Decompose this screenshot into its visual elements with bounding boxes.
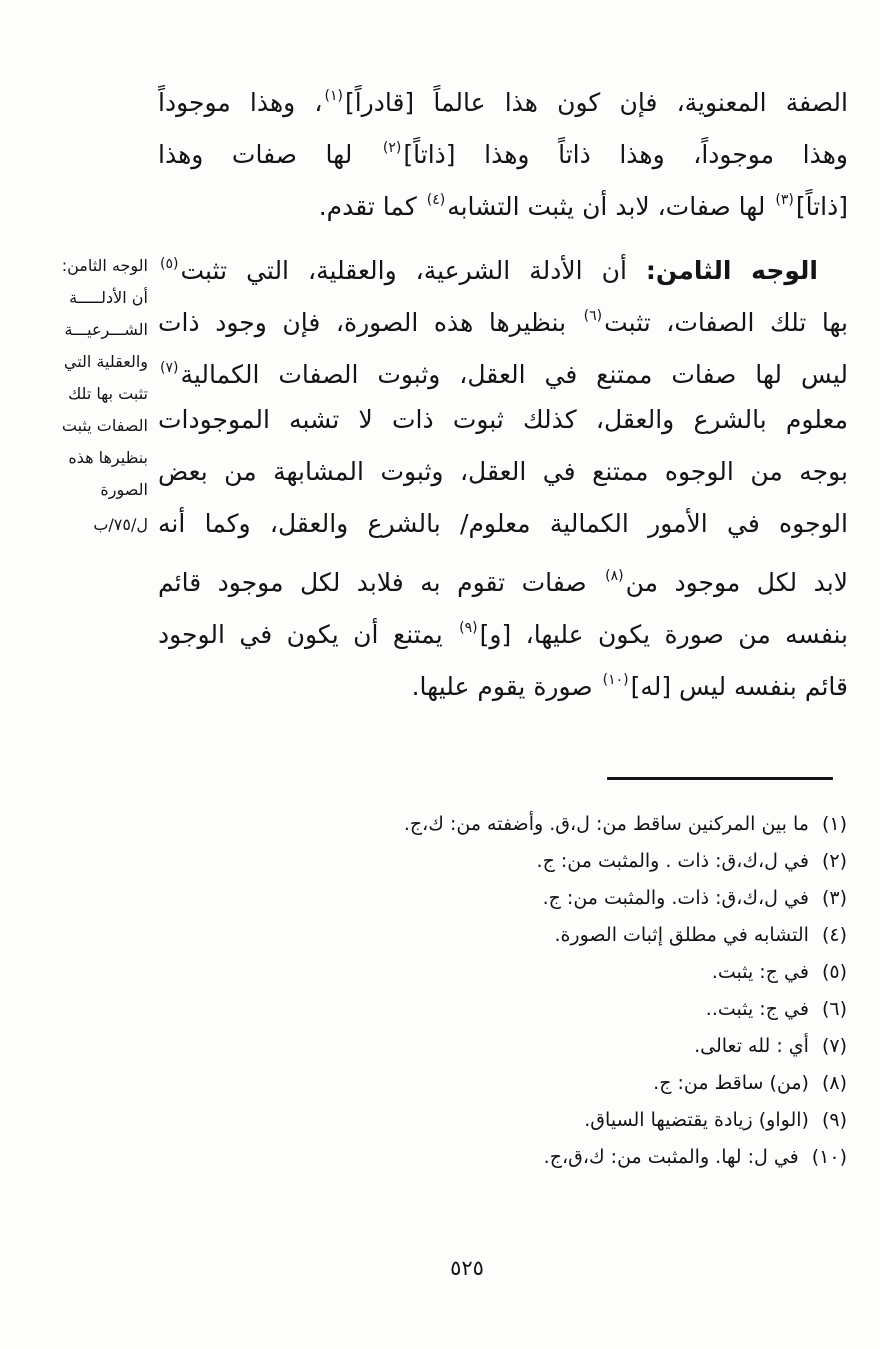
footnote-number: (٥) bbox=[821, 961, 847, 983]
text-line bbox=[158, 122, 848, 174]
margin-note-line: الصفات يثبت bbox=[61, 416, 148, 435]
footnote-number: (٦) bbox=[821, 998, 847, 1020]
footnote-separator bbox=[607, 777, 833, 780]
footnote-marker: (٧) bbox=[160, 360, 179, 376]
footnote-text: (من) ساقط من: ج. bbox=[653, 1072, 809, 1094]
main-text-lines bbox=[158, 70, 848, 706]
margin-note-line: الشـــرعيـــة bbox=[64, 320, 148, 339]
text-segment: بنظيرها هذه الصورة، فإن وجود ذات bbox=[158, 308, 582, 337]
footnote-number: (١٠) bbox=[811, 1146, 847, 1168]
footnote-text: في ج: يثبت. bbox=[711, 961, 809, 983]
footnote-number: (٩) bbox=[821, 1109, 847, 1131]
margin-note-line: تثبت بها تلك bbox=[68, 384, 148, 403]
text-segment: أن الأدلة الشرعية، والعقلية، التي تثبت bbox=[180, 256, 646, 285]
footnote-text: في ل،ك،ق: ذات . والمثبت من: ج. bbox=[536, 850, 809, 872]
margin-note-line: أن الأدلـــــة bbox=[69, 288, 148, 307]
footnote bbox=[247, 843, 847, 880]
text-line bbox=[158, 290, 848, 342]
margin-note-line: بنظيرها هذه bbox=[68, 448, 148, 467]
footnote-marker: (٤) bbox=[426, 192, 446, 208]
footnote bbox=[247, 880, 847, 917]
text-segment: بها تلك الصفات، تثبت bbox=[604, 308, 848, 337]
text-segment: ، وهذا موجوداً bbox=[158, 88, 323, 117]
text-segment: الوجوه في الأمور الكمالية معلوم/ بالشرع والعقل، وكما أنه bbox=[158, 509, 848, 538]
text-line bbox=[158, 446, 848, 498]
footnote-number: (٤) bbox=[821, 924, 847, 946]
text-segment: لها صفات وهذا bbox=[158, 140, 381, 169]
footnote-marker: (٨) bbox=[605, 568, 624, 584]
text-segment: ليس لها صفات ممتنع في العقل، وثبوت الصفات الكمالية bbox=[180, 360, 848, 389]
footnote-text: ما بين المركنين ساقط من: ل،ق. وأضفته من: ك،ج. bbox=[403, 813, 809, 835]
margin-note-line: الوجه الثامن: bbox=[61, 256, 148, 275]
footnote-number: (٧) bbox=[821, 1035, 847, 1057]
text-segment: صورة يقوم عليها. bbox=[411, 672, 601, 701]
text-segment: صفات تقوم به فلابد لكل موجود قائم bbox=[158, 568, 604, 597]
footnote-text: في ل: لها. والمثبت من: ك،ق،ج. bbox=[543, 1146, 799, 1168]
text-segment: كما تقدم. bbox=[318, 192, 425, 221]
text-line bbox=[158, 238, 848, 290]
footnote-text: في ل،ك،ق: ذات. والمثبت من: ج. bbox=[542, 887, 809, 909]
margin-note bbox=[20, 250, 148, 538]
text-line bbox=[158, 602, 848, 654]
text-line bbox=[158, 550, 848, 602]
footnote-text: التشابه في مطلق إثبات الصورة. bbox=[554, 924, 809, 946]
margin-note-lines bbox=[20, 250, 148, 506]
footnote-marker: (٢) bbox=[382, 140, 402, 156]
footnote-number: (٢) bbox=[821, 850, 847, 872]
footnote bbox=[247, 954, 847, 991]
footnote bbox=[247, 806, 847, 843]
footnote-marker: (١) bbox=[324, 88, 343, 104]
footnote bbox=[247, 917, 847, 954]
page-number: ٥٢٥ bbox=[450, 1256, 484, 1280]
footnote-text: (الواو) زيادة يقتضيها السياق. bbox=[584, 1109, 809, 1131]
footnote-text: أي : لله تعالى. bbox=[694, 1035, 809, 1057]
footnote bbox=[247, 991, 847, 1028]
text-segment: معلوم بالشرع والعقل، كذلك ثبوت ذات لا تشبه الموجودات bbox=[158, 405, 848, 434]
footnote bbox=[247, 1102, 847, 1139]
text-line bbox=[158, 498, 848, 550]
text-segment: [ذاتاً] bbox=[795, 192, 848, 221]
text-segment: بنفسه من صورة يكون عليها، [و] bbox=[479, 620, 849, 649]
text-line bbox=[158, 394, 848, 446]
text-line bbox=[158, 342, 848, 394]
text-line bbox=[158, 174, 848, 226]
margin-note-line: الصورة bbox=[100, 480, 148, 499]
footnote-number: (٨) bbox=[821, 1072, 847, 1094]
text-segment: بوجه من الوجوه ممتنع في العقل، وثبوت المشابهة من بعض bbox=[158, 457, 848, 486]
text-segment: الصفة المعنوية، فإن كون هذا عالماً [قادراً] bbox=[344, 88, 848, 117]
text-segment: قائم بنفسه ليس [له] bbox=[630, 672, 848, 701]
footnote bbox=[247, 1065, 847, 1102]
footnote-number: (١) bbox=[821, 813, 847, 835]
text-segment: الوجه الثامن: bbox=[645, 256, 818, 285]
text-line bbox=[158, 654, 848, 706]
text-segment: وهذا موجوداً، وهذا ذاتاً وهذا [ذاتاً] bbox=[403, 140, 848, 169]
footnotes-section bbox=[247, 806, 847, 1176]
footnote-marker: (١٠) bbox=[602, 672, 629, 688]
text-segment: لها صفات، لابد أن يثبت التشابه bbox=[447, 192, 774, 221]
text-line bbox=[158, 70, 848, 122]
footnote-list bbox=[247, 806, 847, 1176]
folio-reference: ل/٧٥/ب bbox=[93, 515, 148, 534]
footnote bbox=[247, 1139, 847, 1176]
footnote-marker: (٦) bbox=[583, 308, 603, 324]
footnote-text: في ج: يثبت.. bbox=[705, 998, 809, 1020]
text-segment: يمتنع أن يكون في الوجود bbox=[158, 620, 458, 649]
footnote-marker: (٩) bbox=[459, 620, 478, 636]
text-segment: لابد لكل موجود من bbox=[625, 568, 848, 597]
main-text bbox=[158, 70, 848, 706]
footnote-marker: (٥) bbox=[160, 256, 179, 272]
footnote bbox=[247, 1028, 847, 1065]
margin-note-line: والعقلية التي bbox=[63, 352, 148, 371]
footnote-number: (٣) bbox=[821, 887, 847, 909]
footnote-marker: (٣) bbox=[775, 192, 794, 208]
